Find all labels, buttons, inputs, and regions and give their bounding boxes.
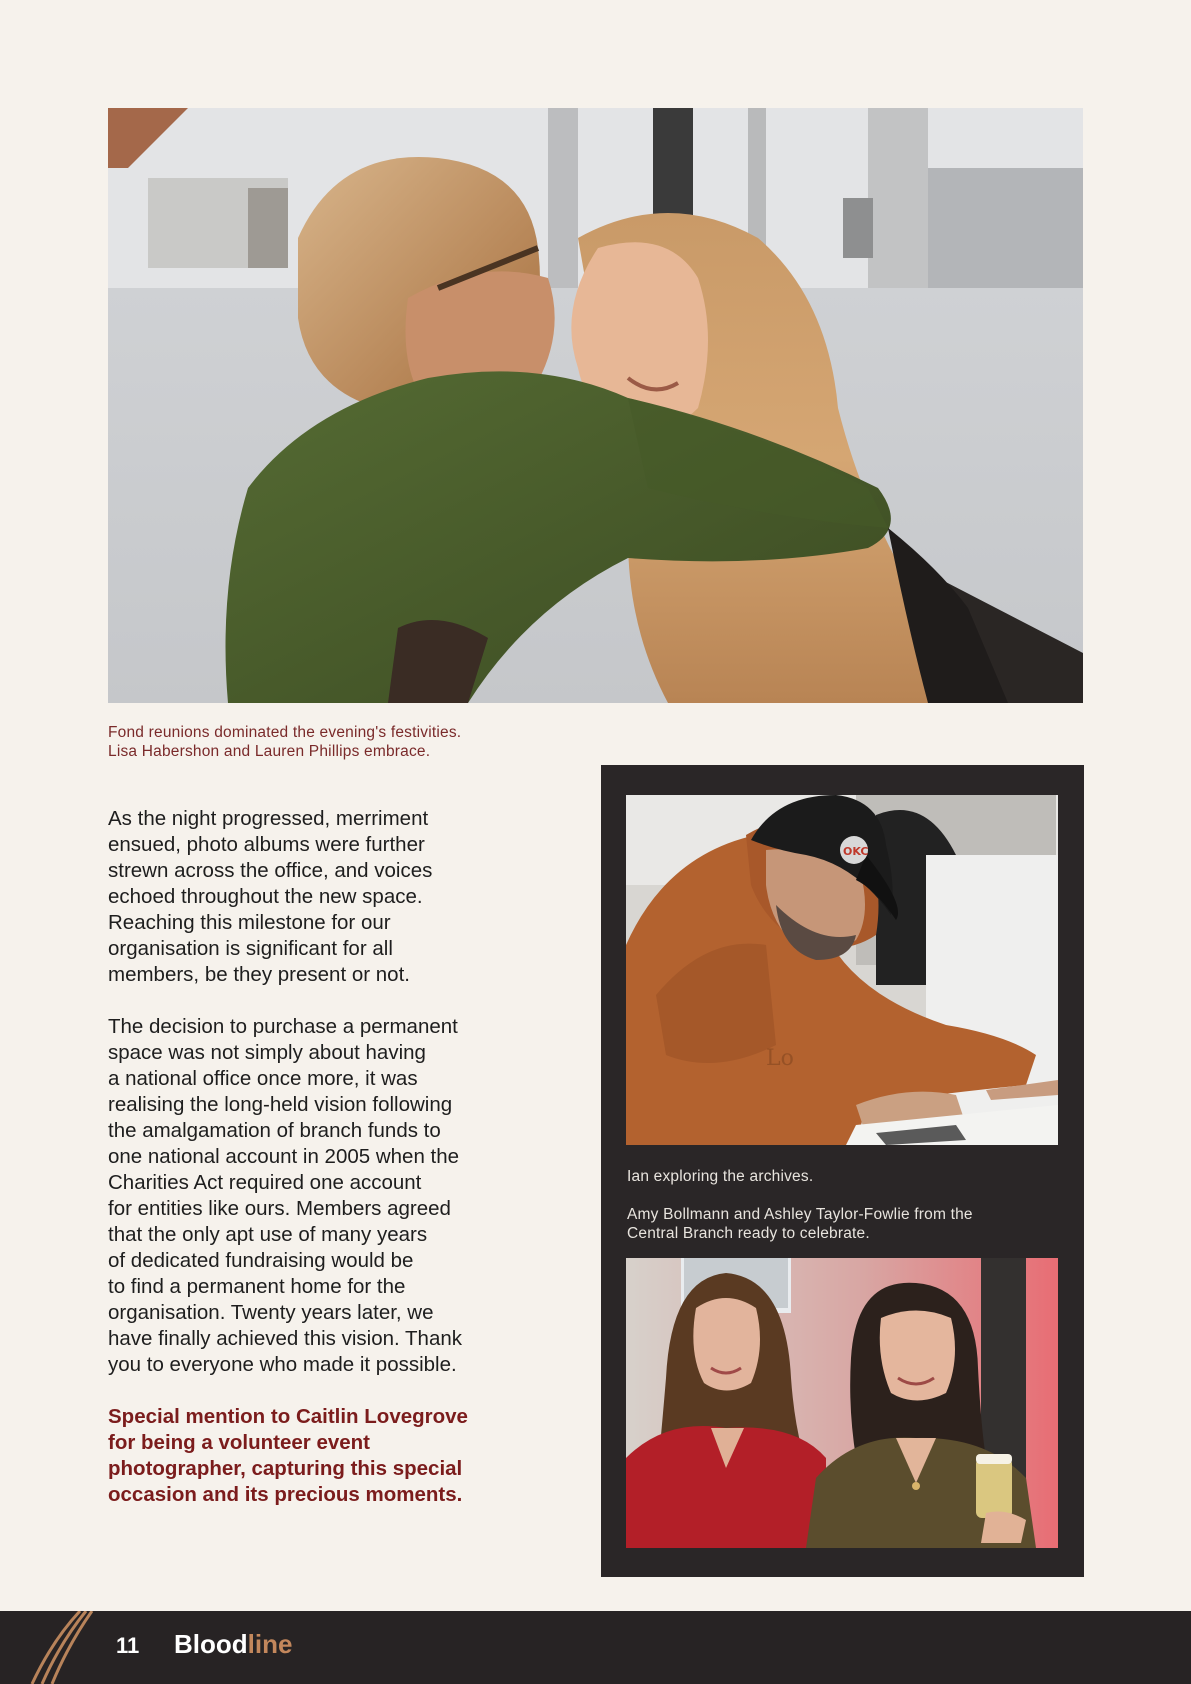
text-line: organisation. Twenty years later, we <box>108 1301 434 1324</box>
text-line: ensued, photo albums were further <box>108 833 425 856</box>
amy-ashley-photo <box>626 1258 1058 1548</box>
text-line: space was not simply about having <box>108 1041 426 1064</box>
text-line: As the night progressed, merriment <box>108 807 429 830</box>
text-line: of dedicated fundraising would be <box>108 1249 414 1272</box>
text-line: realising the long-held vision following <box>108 1093 453 1116</box>
text-line: photographer, capturing this special <box>108 1457 463 1480</box>
paragraph-1 <box>108 806 528 988</box>
brand-logo <box>174 1629 292 1660</box>
hero-caption-line: Fond reunions dominated the evening's festivities. <box>108 724 462 741</box>
text-line: members, be they present or not. <box>108 963 410 986</box>
brand-part-blood: Blood <box>174 1629 248 1659</box>
text-line: echoed throughout the new space. <box>108 885 423 908</box>
caption-line: Amy Bollmann and Ashley Taylor-Fowlie from the <box>627 1206 973 1223</box>
ian-archives-photo <box>626 795 1058 1145</box>
text-line: the amalgamation of branch funds to <box>108 1119 441 1142</box>
page-footer <box>0 1611 1191 1684</box>
caption-line: Central Branch ready to celebrate. <box>627 1225 870 1242</box>
paragraph-2 <box>108 1014 528 1378</box>
text-line: for entities like ours. Members agreed <box>108 1197 451 1220</box>
text-line: to find a permanent home for the <box>108 1275 406 1298</box>
hero-caption-line: Lisa Habershon and Lauren Phillips embrace. <box>108 743 431 760</box>
text-line: you to everyone who made it possible. <box>108 1353 457 1376</box>
special-mention <box>108 1404 528 1508</box>
caption-line: Ian exploring the archives. <box>627 1168 814 1185</box>
text-line: for being a volunteer event <box>108 1431 370 1454</box>
okc-logo-text: OKC <box>843 845 869 858</box>
amy-ashley-caption <box>627 1205 1067 1243</box>
ian-caption <box>627 1167 1067 1186</box>
text-line: strewn across the office, and voices <box>108 859 433 882</box>
text-line: one national account in 2005 when the <box>108 1145 460 1168</box>
hero-caption <box>108 723 628 761</box>
brand-part-line: line <box>247 1629 293 1659</box>
text-line: Charities Act required one account <box>108 1171 422 1194</box>
text-line: The decision to purchase a permanent <box>108 1015 458 1038</box>
hero-photo <box>108 108 1083 703</box>
text-line: Reaching this milestone for our <box>108 911 391 934</box>
page-number: 11 <box>116 1633 140 1658</box>
text-line: organisation is significant for all <box>108 937 393 960</box>
text-line: that the only apt use of many years <box>108 1223 428 1246</box>
decorative-stripes-icon <box>22 1611 102 1684</box>
text-line: occasion and its precious moments. <box>108 1483 463 1506</box>
text-line: a national office once more, it was <box>108 1067 418 1090</box>
text-line: Special mention to Caitlin Lovegrove <box>108 1405 468 1428</box>
article-body <box>108 806 528 1534</box>
svg-text:Lo: Lo <box>766 1046 794 1071</box>
text-line: have finally achieved this vision. Thank <box>108 1327 463 1350</box>
